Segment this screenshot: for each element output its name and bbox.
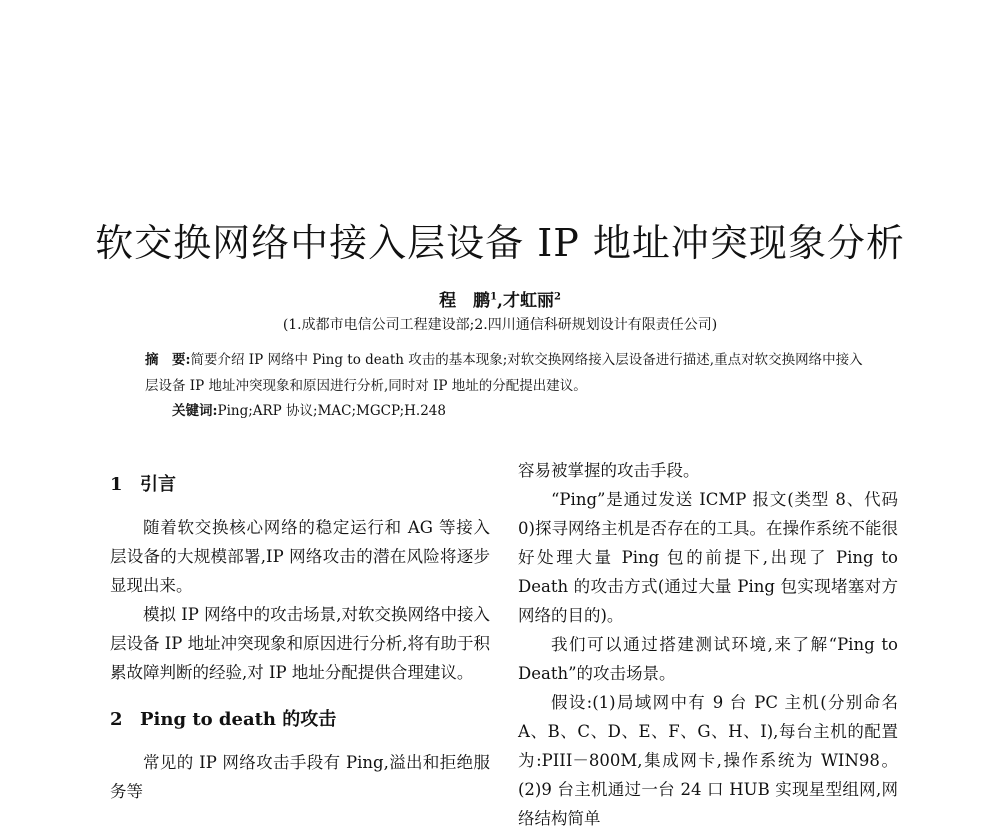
section-heading	[110, 705, 490, 734]
paragraph: 我们可以通过搭建测试环境,来了解“Ping to Death”的攻击场景。	[518, 635, 898, 683]
affiliation-mark: 2	[553, 291, 561, 303]
section-number: 1	[110, 474, 123, 495]
keywords-label: 关键词:	[172, 403, 218, 419]
paragraph: 模拟 IP 网络中的攻击场景,对软交换网络中接入层设备 IP 地址冲突现象和原因进行分析,将有助于积累故障判断的经验,对 IP 地址分配提供合理建议。	[110, 605, 490, 682]
section-title: Ping to death 的攻击	[140, 709, 337, 730]
keywords-text: Ping;ARP 协议;MAC;MGCP;H.248	[217, 403, 446, 419]
affiliation-line: (1.成都市电信公司工程建设部;2.四川通信科研规划设计有限责任公司)	[282, 317, 718, 333]
section-title: 引言	[140, 474, 176, 495]
paper-title: 软交换网络中接入层设备 IP 地址冲突现象分析	[95, 221, 905, 265]
affiliation-mark: 1	[490, 291, 498, 303]
right-column	[518, 456, 898, 833]
author-separator: ,	[497, 291, 503, 311]
abstract-label: 摘 要:	[145, 352, 191, 368]
paragraph-continuation: 容易被掌握的攻击手段。	[518, 461, 700, 480]
author-line	[0, 286, 1000, 311]
paragraph: 假设:(1)局域网中有 9 台 PC 主机(分别命名 A、B、C、D、E、F、G、H、I),每台主机的配置为:PIII－800M,集成网卡,操作系统为 WIN98。(2)9 台主机通过一台 24 口 HUB 实现星型组网,网络结构简单	[518, 693, 898, 828]
section-heading	[110, 470, 490, 499]
paragraph: 常见的 IP 网络攻击手段有 Ping,溢出和拒绝服务等	[110, 753, 490, 801]
author-name: 才虹丽	[502, 291, 554, 311]
left-column	[110, 462, 490, 806]
abstract-text: 简要介绍 IP 网络中 Ping to death 攻击的基本现象;对软交换网络接入层设备进行描述,重点对软交换网络中接入层设备 IP 地址冲突现象和原因进行分析,同时对 IP 地址的分配提出建议。	[145, 352, 863, 394]
keywords	[172, 398, 446, 424]
section-number: 2	[110, 709, 123, 730]
paragraph: “Ping”是通过发送 ICMP 报文(类型 8、代码 0)探寻网络主机是否存在的工具。在操作系统不能很好处理大量 Ping 包的前提下,出现了 Ping to Death 的攻击方式(通过大量 Ping 包实现堵塞对方网络的目的)。	[518, 490, 898, 625]
author-name: 程 鹏	[439, 291, 491, 311]
abstract	[145, 347, 875, 399]
paragraph: 随着软交换核心网络的稳定运行和 AG 等接入层设备的大规模部署,IP 网络攻击的潜在风险将逐步显现出来。	[110, 518, 490, 595]
